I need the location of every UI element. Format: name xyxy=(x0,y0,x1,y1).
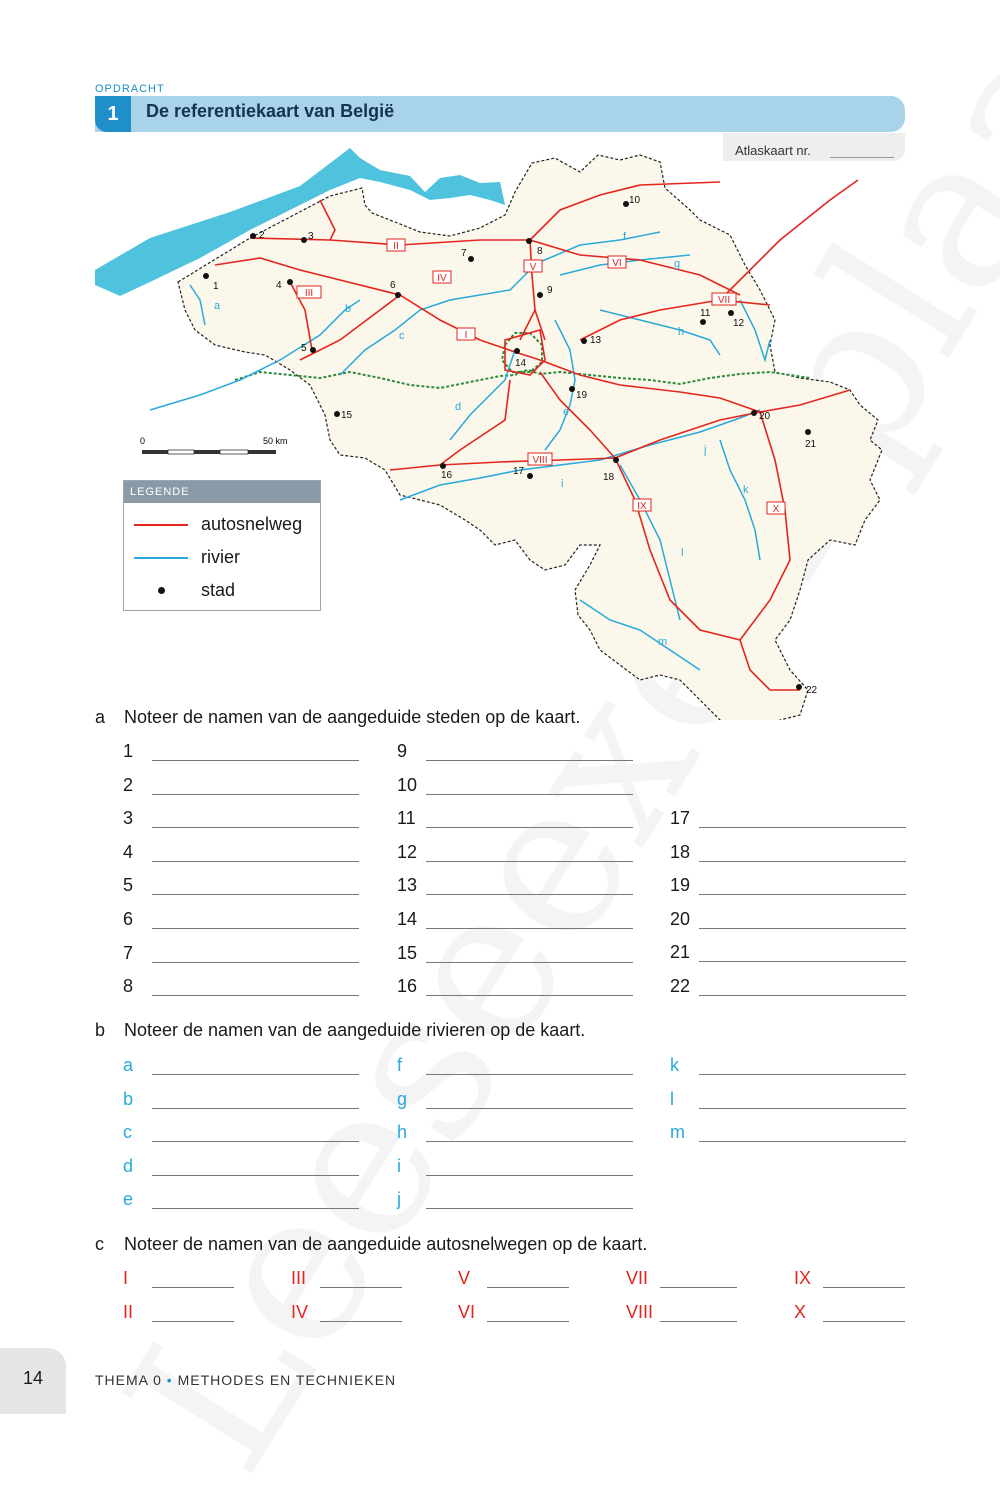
highway-label: II xyxy=(393,241,399,252)
answer-label: VI xyxy=(458,1302,476,1322)
river-label: k xyxy=(743,484,749,496)
answer-line[interactable] xyxy=(699,995,906,996)
city-dot xyxy=(796,684,802,690)
city-label: 18 xyxy=(603,472,615,483)
answer-label: 17 xyxy=(670,808,691,828)
city-dot xyxy=(537,292,543,298)
footer-running-title xyxy=(95,1372,396,1388)
question-text: Noteer de namen van de aangeduide autosnelwegen op de kaart. xyxy=(124,1234,648,1254)
answer-line[interactable] xyxy=(426,861,633,862)
answer-entry xyxy=(458,1268,569,1292)
answer-label: I xyxy=(123,1268,129,1288)
river-label: i xyxy=(561,478,564,490)
answer-label: 15 xyxy=(397,942,418,963)
answer-line[interactable] xyxy=(426,794,633,795)
city-label: 22 xyxy=(806,685,818,696)
legend-item-highway xyxy=(124,510,320,540)
city-dot xyxy=(581,338,587,344)
river-label: e xyxy=(563,406,570,418)
page-number: 14 xyxy=(22,1368,44,1388)
answer-line[interactable] xyxy=(152,995,359,996)
river-label: m xyxy=(658,636,668,648)
scale-start: 0 xyxy=(140,436,146,446)
answer-label: m xyxy=(670,1122,685,1143)
answer-line[interactable] xyxy=(660,1321,737,1322)
answer-label: 6 xyxy=(123,909,134,929)
answer-line[interactable] xyxy=(699,894,906,895)
answer-line[interactable] xyxy=(320,1321,402,1322)
city-dot xyxy=(287,279,293,285)
answer-entry xyxy=(123,1156,359,1180)
city-label: 9 xyxy=(547,285,553,296)
answer-entry xyxy=(397,1156,633,1180)
river-label: l xyxy=(681,547,684,559)
answer-line[interactable] xyxy=(426,1074,633,1075)
answer-entry xyxy=(397,1122,633,1146)
answer-line[interactable] xyxy=(699,1074,906,1075)
legend-title: LEGENDE xyxy=(124,481,320,503)
answer-entry xyxy=(397,842,633,866)
river-swatch xyxy=(134,557,188,559)
answer-label: j xyxy=(397,1189,401,1210)
answer-label: i xyxy=(397,1155,401,1176)
city-dot xyxy=(203,273,209,279)
scale-bar-seg-2 xyxy=(168,450,194,454)
answer-line[interactable] xyxy=(152,794,359,795)
answer-entry xyxy=(123,808,359,832)
answer-entry xyxy=(123,1302,234,1326)
city-label: 21 xyxy=(805,439,817,450)
assignment-kicker: OPDRACHT xyxy=(95,83,165,95)
answer-line[interactable] xyxy=(426,894,633,895)
answer-line[interactable] xyxy=(699,827,906,828)
answer-entry xyxy=(291,1268,402,1292)
scale-bar-seg-4 xyxy=(220,450,248,454)
river-label: c xyxy=(399,330,405,342)
answer-entry xyxy=(123,1189,359,1213)
highway-label: VIII xyxy=(532,455,548,466)
answer-line[interactable] xyxy=(426,1175,633,1176)
answer-label: 13 xyxy=(397,875,418,896)
answer-entry xyxy=(458,1302,569,1326)
answer-label: IV xyxy=(291,1302,309,1322)
city-dot xyxy=(514,348,520,354)
answer-label: 3 xyxy=(123,808,134,829)
atlas-label: Atlaskaart nr. xyxy=(735,143,811,158)
answer-line[interactable] xyxy=(320,1287,402,1288)
answer-label: 5 xyxy=(123,875,134,896)
city-label: 14 xyxy=(515,358,527,369)
answer-label: 10 xyxy=(397,774,418,795)
question-letter: c xyxy=(95,1234,104,1254)
city-label: 2 xyxy=(259,230,265,241)
page-title: De referentiekaart van België xyxy=(146,101,395,121)
answer-label: c xyxy=(123,1122,132,1143)
answer-line[interactable] xyxy=(426,827,633,828)
answer-line[interactable] xyxy=(152,1208,359,1209)
answer-label: 14 xyxy=(397,909,418,929)
answer-entry xyxy=(670,942,906,966)
legend-label: autosnelweg xyxy=(201,514,303,534)
answer-line[interactable] xyxy=(152,760,359,761)
answer-entry xyxy=(794,1268,905,1292)
answer-entry xyxy=(670,808,906,832)
legend-label: rivier xyxy=(201,547,240,567)
answer-entry xyxy=(397,875,633,899)
city-dot xyxy=(468,256,474,262)
answer-line[interactable] xyxy=(487,1321,569,1322)
answer-label: 16 xyxy=(397,976,418,997)
answer-entry xyxy=(397,1089,633,1113)
answer-line[interactable] xyxy=(660,1287,737,1288)
answer-label: l xyxy=(670,1088,674,1109)
answer-entry xyxy=(397,775,633,799)
answer-label: VII xyxy=(626,1268,649,1288)
scale-end: 50 km xyxy=(263,436,288,446)
answer-label: IX xyxy=(794,1268,812,1288)
river-label: f xyxy=(623,231,627,243)
city-dot xyxy=(751,410,757,416)
footer-section: METHODES EN TECHNIEKEN xyxy=(177,1372,397,1388)
answer-label: III xyxy=(291,1268,307,1288)
answer-entry xyxy=(397,909,633,933)
river-label: d xyxy=(455,401,462,413)
answer-label: 8 xyxy=(123,976,134,997)
scale-bar xyxy=(140,436,288,454)
answer-line[interactable] xyxy=(152,1175,359,1176)
answer-label: h xyxy=(397,1122,408,1143)
assignment-number: 1 xyxy=(95,96,131,132)
question-b xyxy=(95,1020,915,1044)
answer-line[interactable] xyxy=(426,995,633,996)
answer-line[interactable] xyxy=(152,1141,359,1142)
city-dot xyxy=(395,292,401,298)
answer-line[interactable] xyxy=(426,928,633,929)
city-label: 1 xyxy=(213,281,219,292)
answer-entry xyxy=(397,741,633,765)
answer-label: k xyxy=(670,1055,679,1075)
answer-line[interactable] xyxy=(426,962,633,963)
highway-label: III xyxy=(304,288,314,299)
answer-line[interactable] xyxy=(152,1074,359,1075)
scale-bar-seg-1 xyxy=(142,450,168,454)
answer-line[interactable] xyxy=(699,861,906,862)
belgium-map xyxy=(0,140,1000,720)
city-dot xyxy=(700,319,706,325)
river-label: h xyxy=(678,326,685,338)
answer-label: e xyxy=(123,1189,134,1210)
answer-line[interactable] xyxy=(699,961,906,962)
answer-entry xyxy=(670,875,906,899)
city-label: 7 xyxy=(461,248,467,259)
answer-line[interactable] xyxy=(152,894,359,895)
answer-label: X xyxy=(794,1302,807,1322)
answer-entry xyxy=(291,1302,402,1326)
answer-line[interactable] xyxy=(699,1141,906,1142)
question-text: Noteer de namen van de aangeduide rivieren op de kaart. xyxy=(124,1020,586,1040)
city-dot xyxy=(310,347,316,353)
answer-entry xyxy=(123,1268,234,1292)
answer-label: 22 xyxy=(670,976,691,996)
legend-label: stad xyxy=(201,580,236,600)
city-dot xyxy=(334,411,340,417)
scale-bar-seg-5 xyxy=(248,450,276,454)
city-dot xyxy=(613,457,619,463)
city-dot xyxy=(527,473,533,479)
answer-line[interactable] xyxy=(152,1321,234,1322)
answer-line[interactable] xyxy=(152,928,359,929)
answer-label: 20 xyxy=(670,908,691,929)
city-label: 16 xyxy=(441,470,453,481)
answer-entry xyxy=(670,1122,906,1146)
answer-line[interactable] xyxy=(699,928,906,929)
city-label: 11 xyxy=(700,308,711,319)
answer-entry xyxy=(794,1302,905,1326)
river-label: g xyxy=(674,258,681,270)
city-label: 3 xyxy=(308,231,314,242)
answer-entry xyxy=(397,808,633,832)
answer-entry xyxy=(397,976,633,1000)
answer-line[interactable] xyxy=(152,1108,359,1109)
legend-item-river xyxy=(124,543,320,573)
answer-entry xyxy=(123,741,359,765)
map-legend xyxy=(123,480,321,611)
city-dot xyxy=(526,238,532,244)
city-label: 5 xyxy=(301,343,307,354)
answer-entry xyxy=(123,1055,359,1079)
answer-line[interactable] xyxy=(152,1287,234,1288)
highway-label: V xyxy=(529,262,537,273)
answer-label: d xyxy=(123,1155,134,1176)
legend-item-city xyxy=(124,576,320,606)
answer-label: b xyxy=(123,1088,134,1109)
city-label: 19 xyxy=(576,390,588,401)
answer-label: 4 xyxy=(123,841,134,862)
answer-entry xyxy=(670,909,906,933)
city-label: 17 xyxy=(513,466,525,477)
answer-label: 18 xyxy=(670,841,691,862)
answer-label: 9 xyxy=(397,741,408,761)
city-dot xyxy=(250,233,256,239)
answer-line[interactable] xyxy=(426,1141,633,1142)
question-letter: b xyxy=(95,1020,106,1040)
city-dot xyxy=(805,429,811,435)
city-label: 12 xyxy=(733,318,745,329)
answer-label: 7 xyxy=(123,942,134,963)
answer-line[interactable] xyxy=(487,1287,569,1288)
river-label: b xyxy=(345,303,352,315)
answer-line[interactable] xyxy=(152,861,359,862)
city-dot xyxy=(301,237,307,243)
answer-label: g xyxy=(397,1088,408,1109)
answer-entry xyxy=(670,842,906,866)
answer-entry xyxy=(397,1055,633,1079)
city-label: 4 xyxy=(276,280,282,291)
question-text: Noteer de namen van de aangeduide steden op de kaart. xyxy=(124,707,581,727)
answer-label: 19 xyxy=(670,875,691,896)
city-label: 15 xyxy=(341,410,353,421)
city-label: 13 xyxy=(590,335,602,346)
answer-entry xyxy=(670,976,906,1000)
answer-entry xyxy=(123,1122,359,1146)
answer-entry xyxy=(397,943,633,967)
footer-separator: • xyxy=(166,1372,173,1388)
answer-entry xyxy=(123,909,359,933)
highway-label: VII xyxy=(717,295,731,306)
river-label: a xyxy=(214,300,221,312)
highway-label: IV xyxy=(437,273,447,284)
footer-theme: THEMA 0 xyxy=(95,1372,162,1388)
highway-label: X xyxy=(772,504,780,515)
answer-entry xyxy=(626,1302,737,1326)
answer-entry xyxy=(397,1189,633,1213)
city-label: 20 xyxy=(759,411,771,422)
question-letter: a xyxy=(95,707,106,727)
city-dot-icon xyxy=(158,587,165,594)
answer-label: VIII xyxy=(626,1302,654,1322)
answer-line[interactable] xyxy=(823,1321,905,1322)
city-dot xyxy=(569,386,575,392)
highway-label: I xyxy=(464,330,468,341)
question-c xyxy=(95,1234,915,1258)
answer-entry xyxy=(123,976,359,1000)
answer-label: 1 xyxy=(123,741,134,761)
answer-label: V xyxy=(458,1268,471,1288)
answer-line[interactable] xyxy=(426,760,633,761)
question-a xyxy=(95,707,915,731)
answer-line[interactable] xyxy=(152,827,359,828)
city-label: 10 xyxy=(629,195,641,206)
city-dot xyxy=(728,310,734,316)
answer-label: a xyxy=(123,1055,134,1075)
answer-entry xyxy=(670,1089,906,1113)
answer-line[interactable] xyxy=(426,1208,633,1209)
highway-label: VI xyxy=(612,258,622,269)
answer-line[interactable] xyxy=(699,1108,906,1109)
answer-label: 11 xyxy=(397,808,416,829)
highway-label: IX xyxy=(637,501,647,512)
answer-label: 2 xyxy=(123,774,134,795)
answer-label: 12 xyxy=(397,841,418,862)
answer-entry xyxy=(626,1268,737,1292)
answer-label: 21 xyxy=(670,942,691,963)
answer-entry xyxy=(123,875,359,899)
highway-swatch xyxy=(134,524,188,526)
answer-entry xyxy=(123,775,359,799)
answer-line[interactable] xyxy=(823,1287,905,1288)
city-label: 8 xyxy=(537,246,543,257)
answer-line[interactable] xyxy=(152,962,359,963)
city-dot xyxy=(440,463,446,469)
answer-label: f xyxy=(397,1055,403,1075)
answer-entry xyxy=(123,1089,359,1113)
answer-label: II xyxy=(123,1302,134,1322)
answer-entry xyxy=(123,842,359,866)
answer-entry xyxy=(670,1055,906,1079)
answer-entry xyxy=(123,943,359,967)
river-label: j xyxy=(704,444,707,456)
answer-line[interactable] xyxy=(426,1108,633,1109)
scale-bar-seg-3 xyxy=(194,450,220,454)
city-label: 6 xyxy=(390,280,396,291)
